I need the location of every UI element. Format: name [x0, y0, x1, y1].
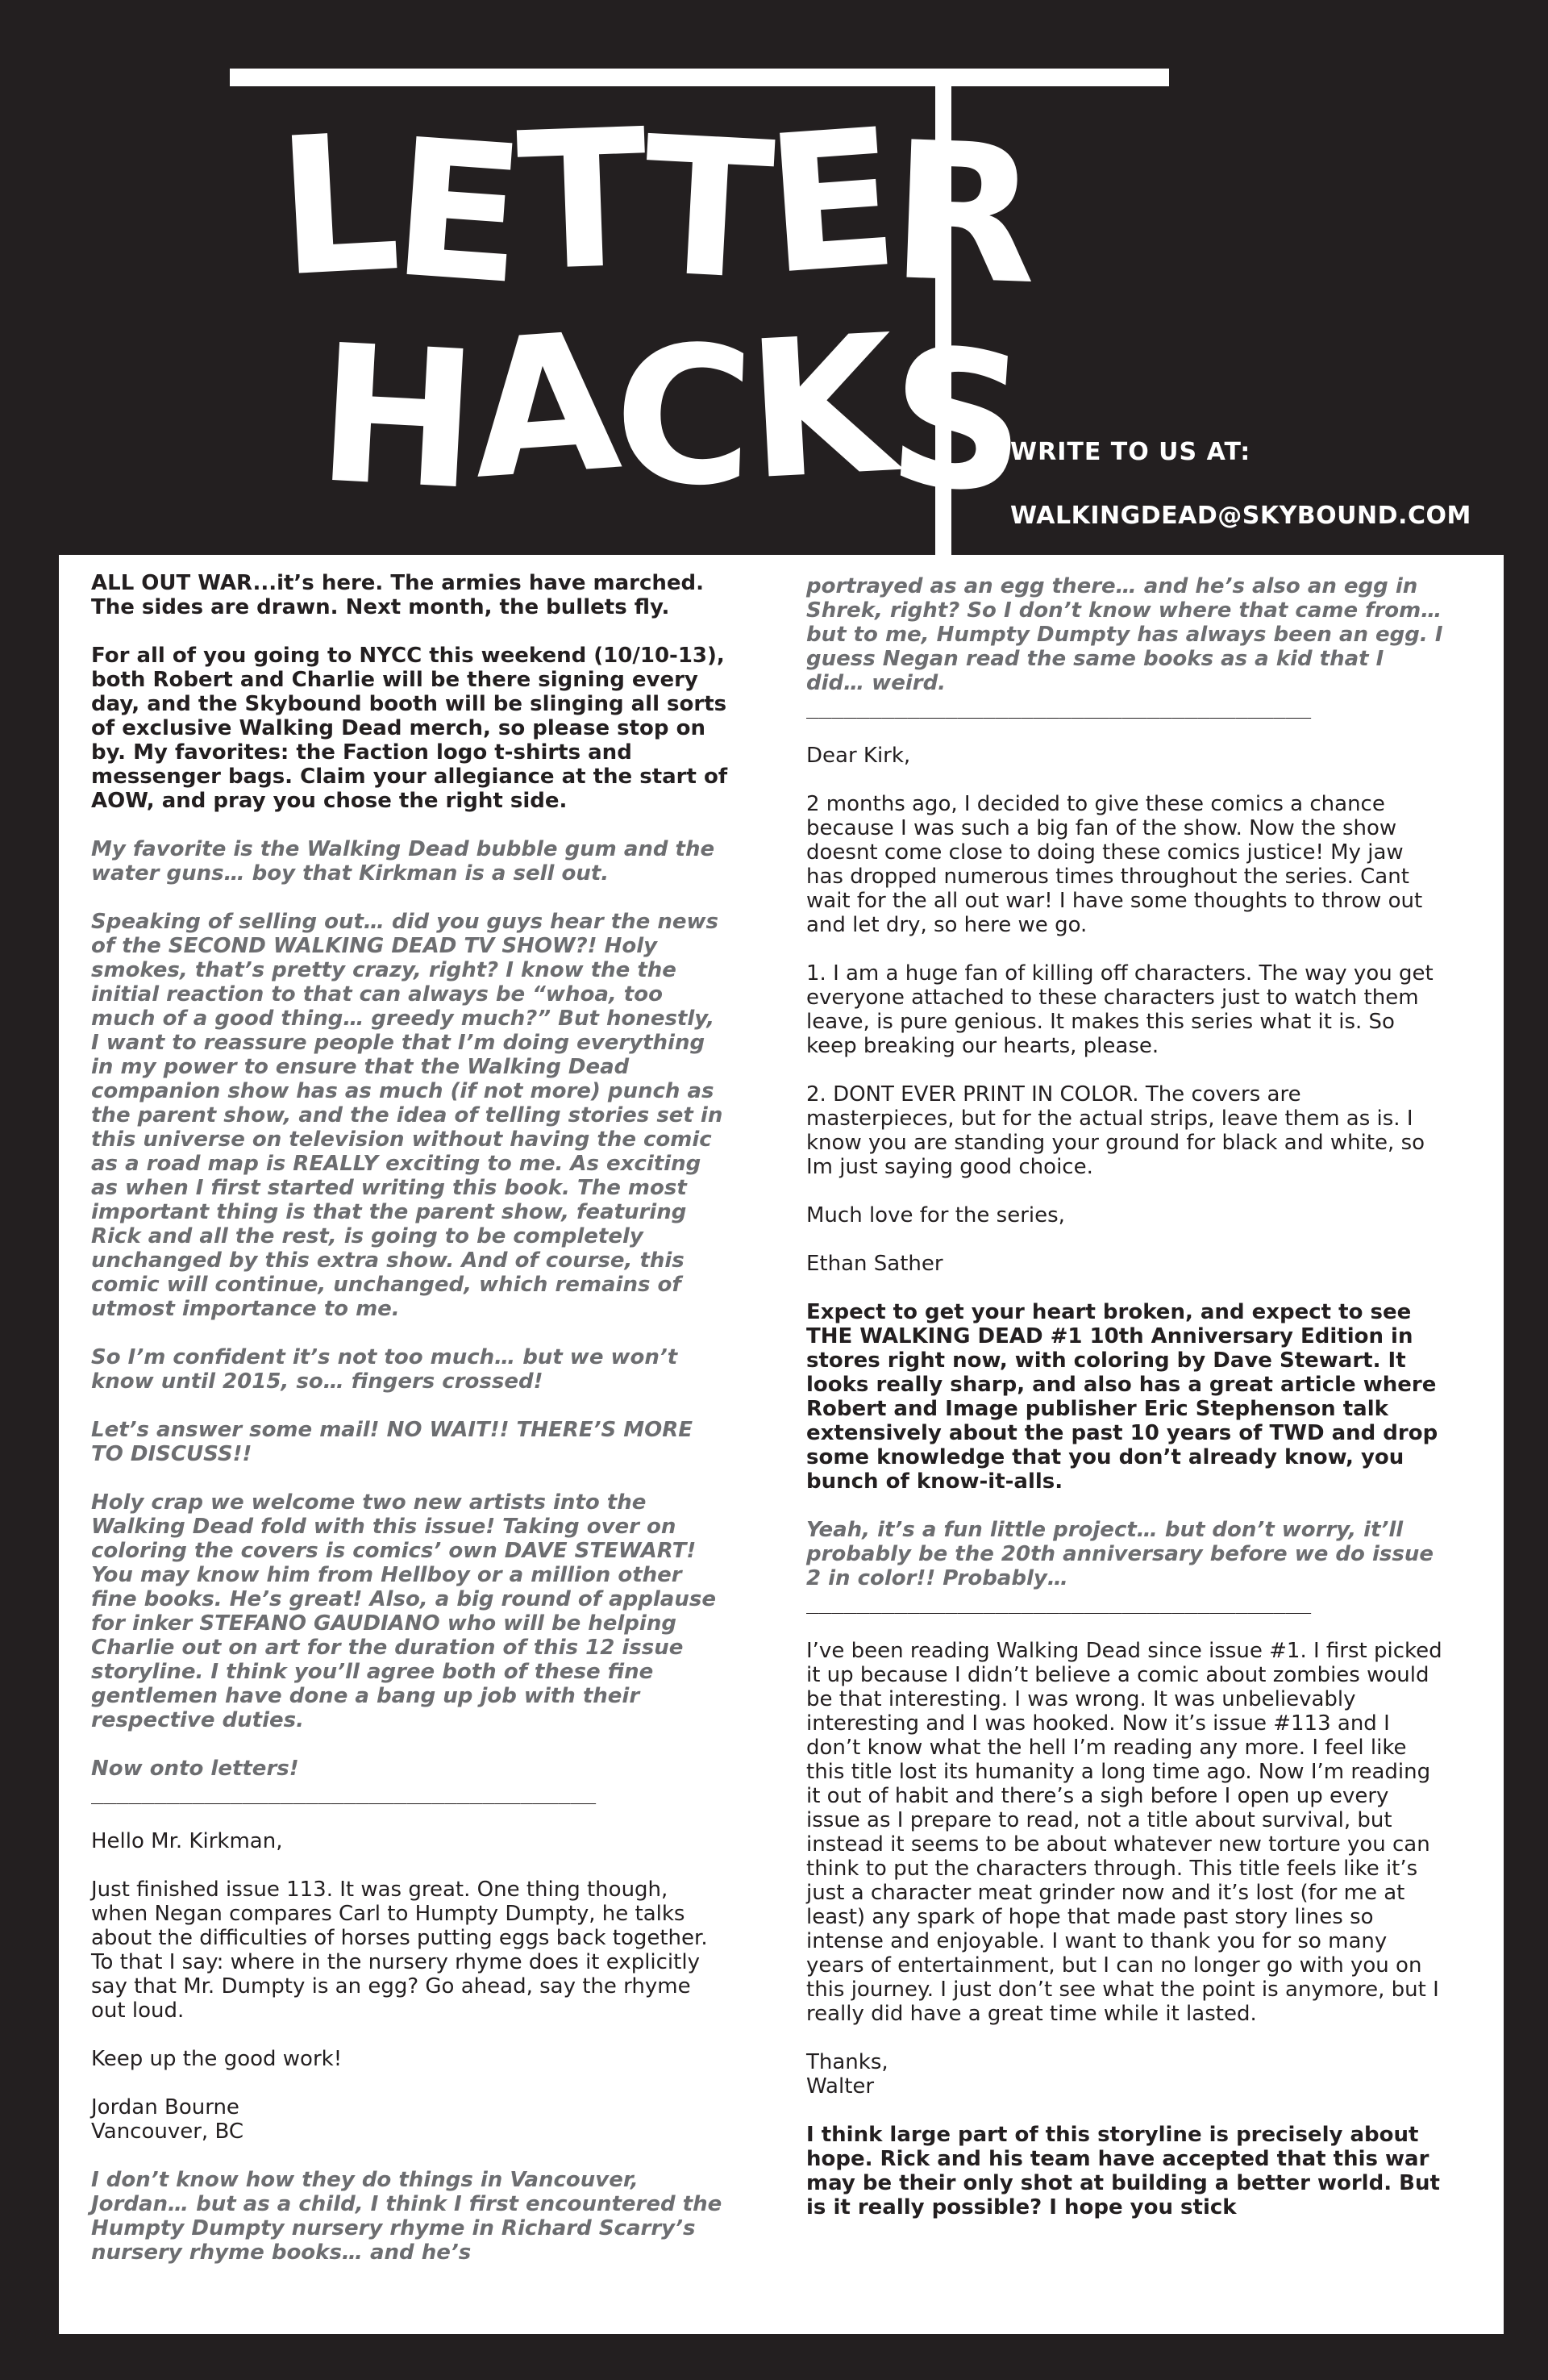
letter-paragraph: So I’m confident it’s not too much… but we won’t know until 2015, so… fingers crossed! [91, 1345, 678, 1394]
letter-paragraph: Expect to get your heart broken, and expect to see THE WALKING DEAD #1 10th Anniversary Edition in stores right now, with coloring by Dave Stewart. It looks really sharp, and also has a great article where Robert and Image publisher Eric Stephenson talk extensively about the past 10 years of TWD and drop some knowledge that you don’t already know, you bunch of know-it-alls. [806, 1300, 1438, 1494]
letter-paragraph: Jordan Bourne Vancouver, BC [91, 2095, 243, 2144]
title-glyph: K [742, 294, 896, 523]
title-glyph: A [464, 292, 622, 522]
letter-paragraph: Hello Mr. Kirkman, [91, 1829, 283, 1853]
letter-paragraph: I’ve been reading Walking Dead since issue #1. I first picked it up because I didn’t believe a comic about zombies would be that interesting. I was wrong. It was unbelievably interesting and I was hooked. Now it’s issue #113 and I don’t know what the hell I’m reading any more. I feel like this title lost its humanity a long time ago. Now I’m reading it out of habit and there’s a sigh before I open up every issue as I prepare to read, not a title about survival, but instead it seems to be about whatever new torture you can think to put the characters through. This title feels like it’s just a character meat grinder now and it’s lost (for me at least) any spark of hope that made past story lines so intense and enjoyable. I want to thank you for so many years of entertainment, but I can no longer go with you on this journey. I just don’t see what the point is anymore, but I really did have a great time while it lasted. [806, 1639, 1442, 2026]
letter-paragraph: For all of you going to NYCC this weekend (10/10-13), both Robert and Charlie will be there signing every day, and the Skybound booth will be slinging all sorts of exclusive Walking Dead merch, so please stop on by. My favorites: the Faction logo t-shirts and messenger bags. Claim your allegiance at the start of AOW, and pray you chose the right side. [91, 644, 728, 813]
title-glyph: H [312, 304, 478, 532]
letter-paragraph: 2 months ago, I decided to give these comics a chance because I was such a big fan of the show. Now the show doesnt come close to doing these comics justice! My jaw has dropped numerous times throughout the series. Cant wait for the all out war! I have some thoughts to throw out and let dry, so here we go. [806, 792, 1423, 937]
letter-paragraph: Yeah, it’s a fun little project… but don’t worry, it’ll probably be the 20th anniversary before we do issue 2 in color!! Probably… [806, 1518, 1434, 1590]
title-glyph: T [637, 96, 773, 323]
right-column [806, 574, 1443, 2244]
title-glyph: E [385, 98, 526, 327]
letter-paragraph: 2. DONT EVER PRINT IN COLOR. The covers are masterpieces, but for the actual strips, leave them as is. I know you are standing your ground for black and white, so Im just saying good choice. [806, 1082, 1425, 1179]
letter-paragraph: Let’s answer some mail! NO WAIT!! THERE’S MORE TO DISCUSS!! [91, 1418, 693, 1466]
letter-paragraph: Thanks, Walter [806, 2050, 888, 2099]
left-column [91, 571, 728, 2289]
letter-paragraph: ALL OUT WAR...it’s here. The armies have marched. The sides are drawn. Next month, the bullets fly. [91, 571, 705, 619]
title-glyph: S [882, 306, 1030, 536]
title-glyph: C [610, 304, 752, 529]
letter-paragraph: I don’t know how they do things in Vancouver, Jordan… but as a child, I think I first encountered the Humpty Dumpty nursery rhyme in Richard Scarry’s nursery rhyme books… and he’s [91, 2168, 722, 2265]
letter-paragraph: My favorite is the Walking Dead bubble gum and the water guns… boy that Kirkman is a sell out. [91, 837, 715, 886]
title-hacks-word [312, 292, 1030, 536]
top-rule [230, 69, 1169, 86]
letter-paragraph: Ethan Sather [806, 1252, 943, 1276]
section-divider: ________________________________________ [91, 1781, 597, 1805]
title-glyph: L [272, 93, 400, 319]
letter-paragraph: Much love for the series, [806, 1203, 1065, 1228]
letter-paragraph: Now onto letters! [91, 1757, 299, 1781]
letter-paragraph: Just finished issue 113. It was great. One thing though, when Negan compares Carl to Humpty Dumpty, he talks about the difficulties of horses putting eggs back together. To that I say: where in the nursery rhyme does it explicitly say that Mr. Dumpty is an egg? Go ahead, say the rhyme out loud. [91, 1878, 708, 2023]
letter-paragraph: I think large part of this storyline is precisely about hope. Rick and his team have accepted that this war may be their only shot at building a better world. But is it really possible? I hope you stick [806, 2123, 1440, 2220]
write-to-label: WRITE TO US AT: [1010, 438, 1251, 466]
letter-paragraph: Speaking of selling out… did you guys hear the news of the SECOND WALKING DEAD TV SHOW?! Holy smokes, that’s pretty crazy, right? I know the the initial reaction to that can always be “whoa, too much of a good thing… greedy much?” But honestly, I want to reassure people that I’m doing everything in my power to ensure that the Walking Dead companion show has as much (if not more) punch as the parent show, and the idea of telling stories set in this universe on television without having the comic as a road map is REALLY exciting to me. As exciting as when I first started writing this book. The most important thing is that the parent show, featuring Rick and all the rest, is going to be completely unchanged by this extra show. And of course, this comic will continue, unchanged, which remains of utmost importance to me. [91, 910, 723, 1321]
letter-paragraph: Dear Kirk, [806, 744, 911, 768]
section-divider: ________________________________________ [806, 1590, 1312, 1615]
letter-paragraph: Holy crap we welcome two new artists into the Walking Dead fold with this issue! Taking over on coloring the covers is comics’ own DAVE STEWART! You may know him from Hellboy or a million other fine books. He’s great! Also, a big round of applause for inker STEFANO GAUDIANO who will be helping Charlie out on art for the duration of this 12 issue storyline. I think you’ll agree both of these fine gentlemen have done a bang up job with their respective duties. [91, 1490, 716, 1732]
title-glyph: E [759, 88, 900, 318]
page-header [0, 0, 1548, 565]
letters-panel [59, 555, 1504, 2334]
title-glyph: T [514, 89, 647, 314]
title-glyph: R [888, 102, 1037, 327]
section-divider: ________________________________________ [806, 695, 1312, 719]
contact-email[interactable]: WALKINGDEAD@SKYBOUND.COM [1010, 502, 1471, 530]
letter-paragraph: 1. I am a huge fan of killing off characters. The way you get everyone attached to these characters just to watch them leave, is pure genious. It makes this series what it is. So keep breaking our hearts, please. [806, 961, 1434, 1058]
letter-paragraph: Keep up the good work! [91, 2047, 343, 2071]
letter-paragraph: portrayed as an egg there… and he’s also an egg in Shrek, right? So I don’t know where that came from… but to me, Humpty Dumpty has always been an egg. I guess Negan read the same books as a kid that I did… weird. [806, 574, 1443, 695]
title-letter-word [272, 88, 1037, 327]
